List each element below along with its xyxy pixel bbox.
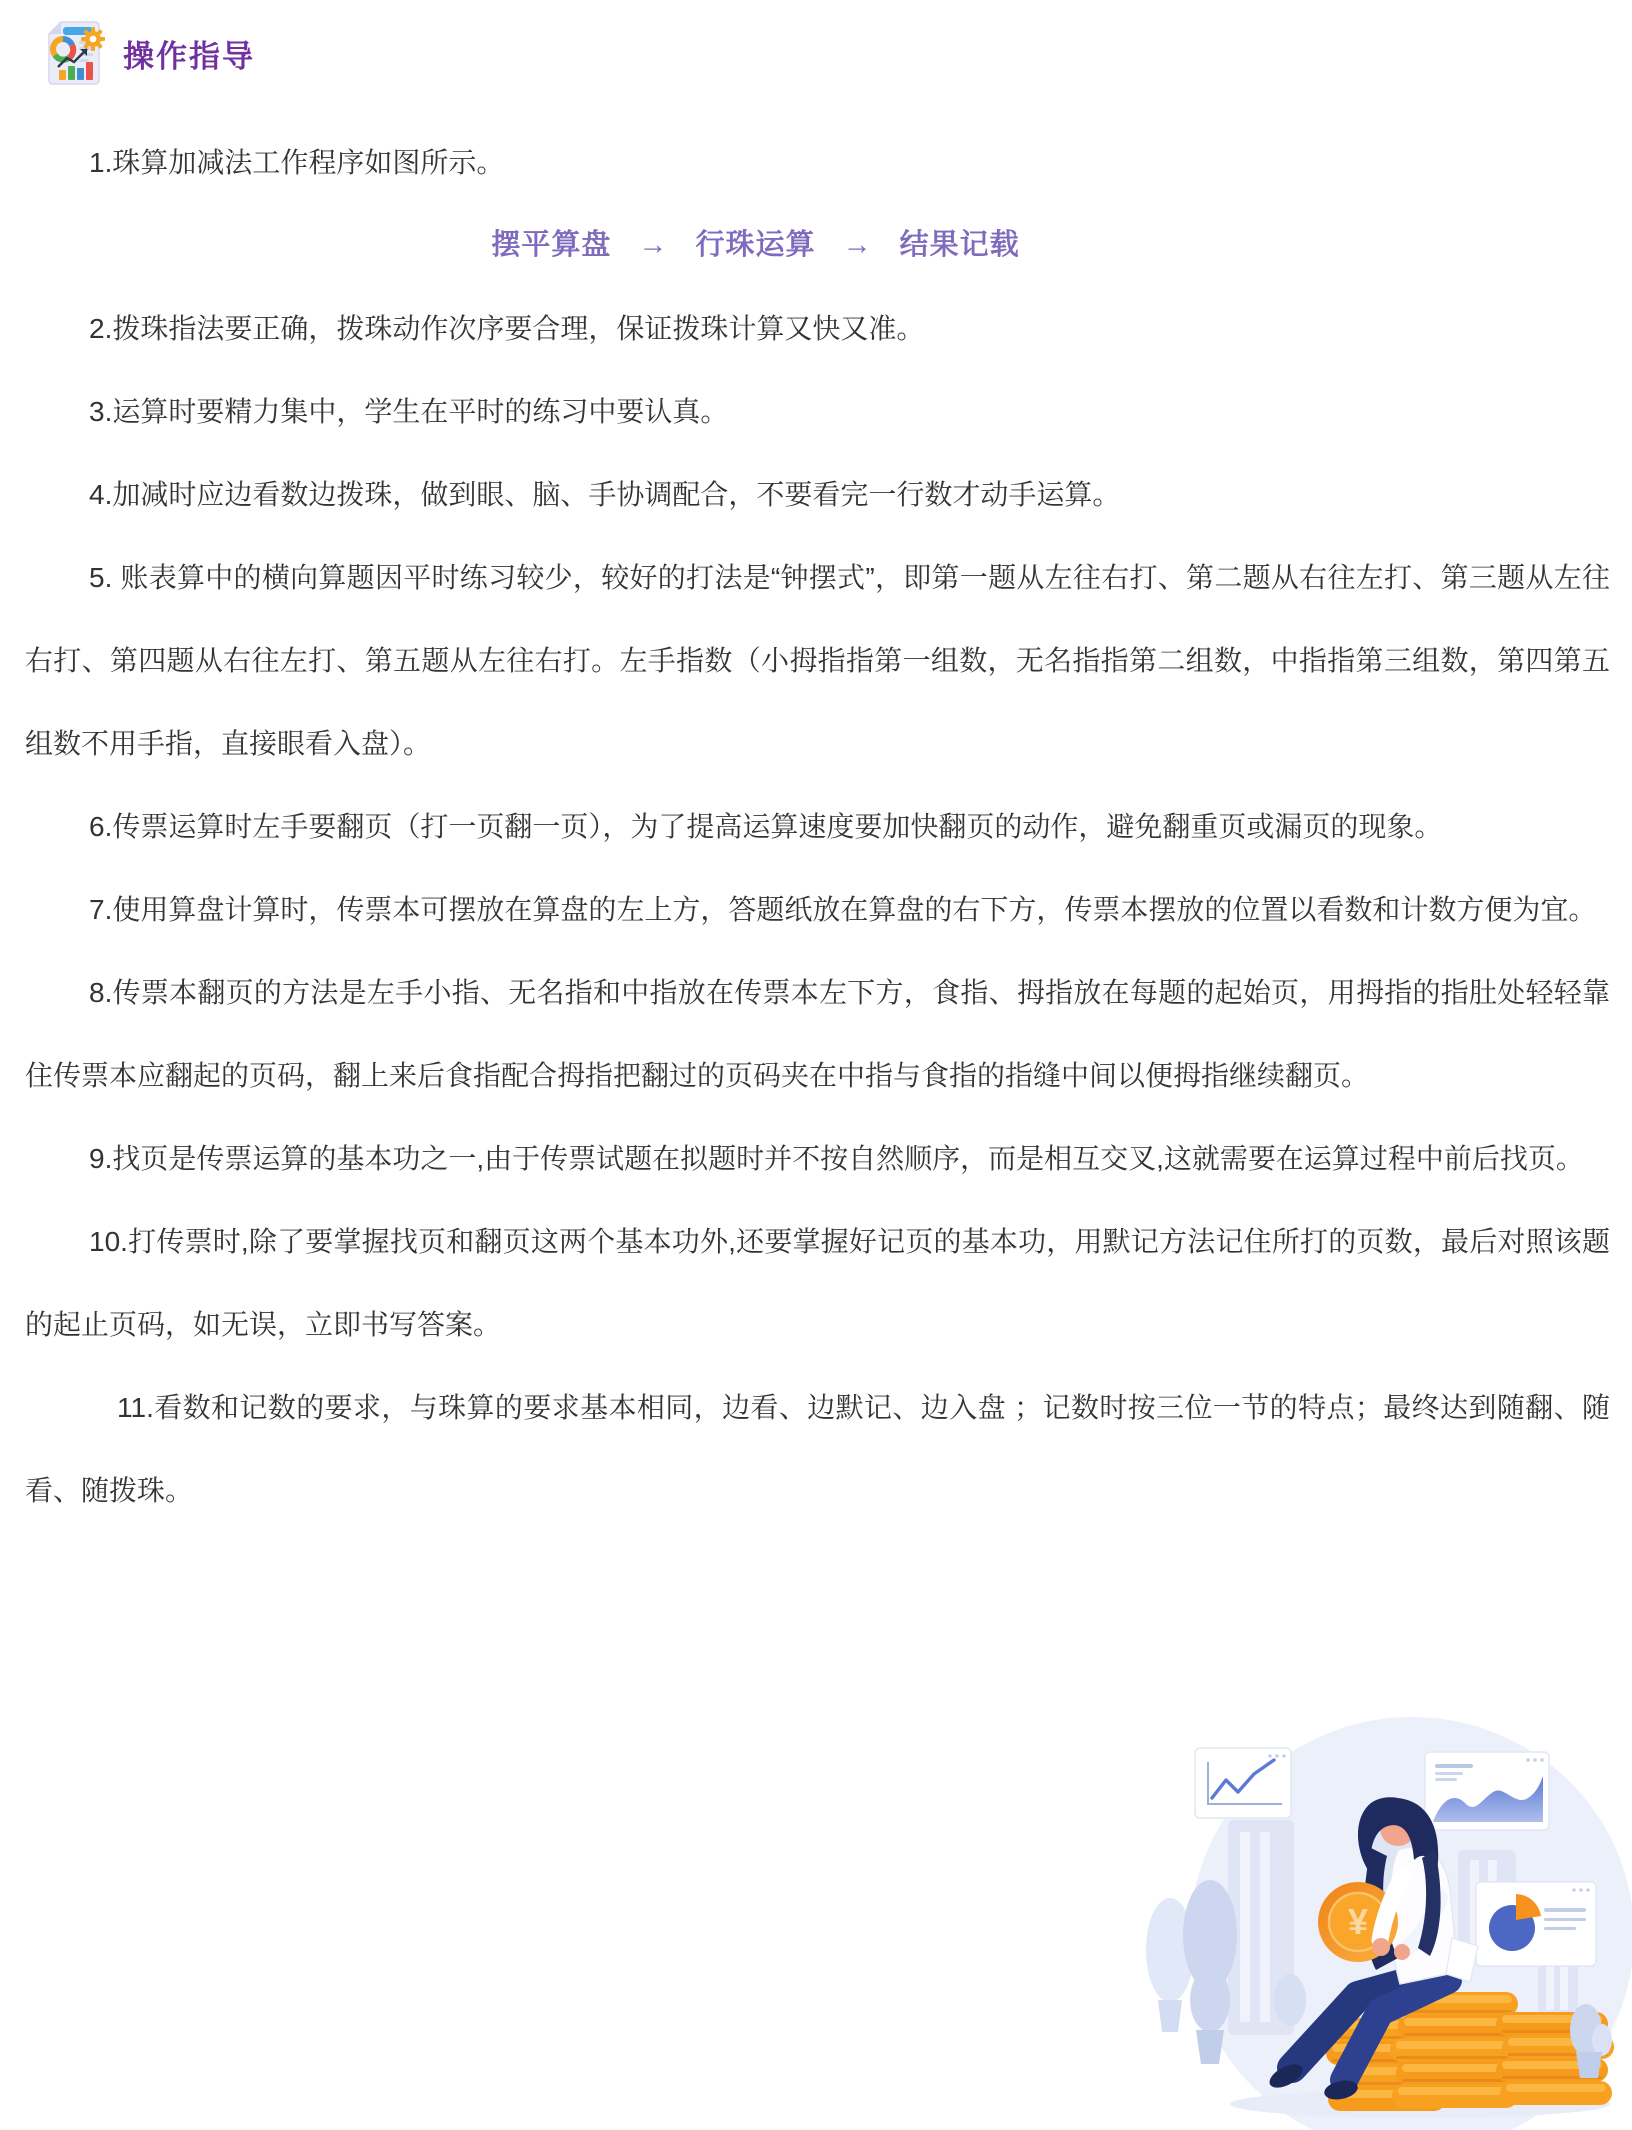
flow-step-1: 摆平算盘 [491, 229, 612, 261]
area-chart-card [1425, 1752, 1549, 1830]
finance-illustration [1140, 1700, 1632, 2130]
page-title: 操作指导 [123, 38, 255, 74]
instruction-item-3: 3.运算时要精力集中，学生在平时的练习中要认真。 [89, 396, 729, 427]
line-chart-card [1195, 1748, 1291, 1818]
instruction-item-4: 4.加减时应边看数边拨珠，做到眼、脑、手协调配合，不要看完一行数才动手运算。 [89, 479, 1121, 510]
flow-step-3: 结果记载 [899, 229, 1020, 261]
yen-symbol: ¥ [1347, 1901, 1369, 1942]
page-header [33, 14, 255, 92]
flow-arrow-icon: → [638, 229, 669, 261]
report-chart-icon [33, 14, 109, 92]
instruction-item-9: 9.找页是传票运算的基本功之一,由于传票试题在拟题时并不按自然顺序，而是相互交叉,这就需要在运算过程中前后找页。 [89, 1143, 1584, 1174]
instruction-item-11: 11.看数和记数的要求，与珠算的要求基本相同，边看、边默记、边入盘 ；记数时按三位一节的特点；最终达到随翻、随看、随拨珠。 [25, 1392, 1610, 1506]
instruction-item-7: 7.使用算盘计算时，传票本可摆放在算盘的左上方，答题纸放在算盘的右下方，传票本摆放的位置以看数和计数方便为宜。 [89, 894, 1597, 925]
flow-arrow-icon: → [842, 229, 873, 261]
instruction-item-2: 2.拨珠指法要正确，拨珠动作次序要合理，保证拨珠计算又快又准。 [89, 313, 925, 344]
flow-diagram [25, 204, 1610, 287]
instruction-item-1: 1.珠算加减法工作程序如图所示。 [89, 147, 505, 178]
flow-step-2: 行珠运算 [695, 229, 816, 261]
instruction-item-5: 5. 账表算中的横向算题因平时练习较少，较好的打法是“钟摆式”，即第一题从左往右打、第二题从右往左打、第三题从左往右打、第四题从右往左打、第五题从左往右打。左手指数（小拇指指第一组数，无名指指第二组数，中指指第三组数，第四第五组数不用手指，直接眼看入盘）。 [25, 562, 1610, 759]
pie-chart-card [1476, 1882, 1596, 1966]
instruction-list [25, 121, 1610, 1532]
instruction-item-10: 10.打传票时,除了要掌握找页和翻页这两个基本功外,还要掌握好记页的基本功，用默记方法记住所打的页数，最后对照该题的起止页码，如无误，立即书写答案。 [25, 1226, 1610, 1340]
instruction-item-6: 6.传票运算时左手要翻页（打一页翻一页），为了提高运算速度要加快翻页的动作，避免翻重页或漏页的现象。 [89, 811, 1443, 842]
instruction-item-8: 8.传票本翻页的方法是左手小指、无名指和中指放在传票本左下方，食指、拇指放在每题的起始页，用拇指的指肚处轻轻靠住传票本应翻起的页码，翻上来后食指配合拇指把翻过的页码夹在中指与食指的指缝中间以便拇指继续翻页。 [25, 977, 1610, 1091]
